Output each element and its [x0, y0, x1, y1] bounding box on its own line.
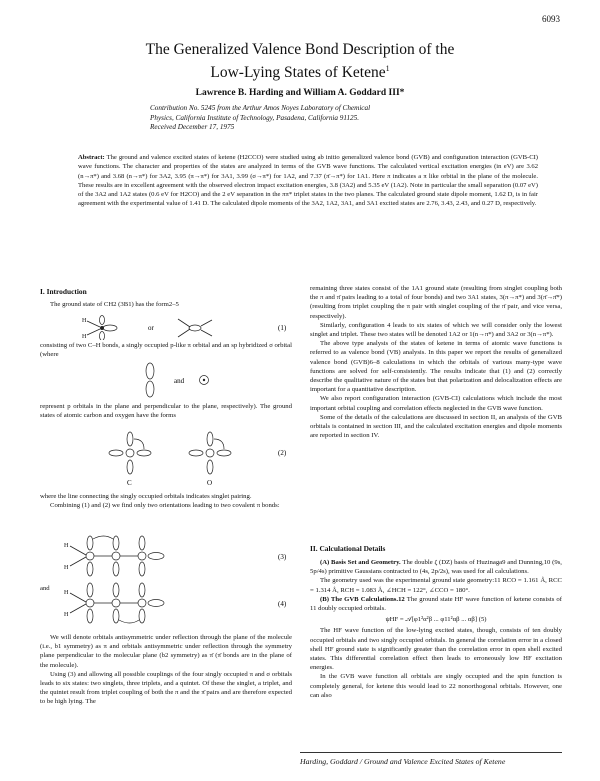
p-orbital-lobe-bottom	[146, 381, 154, 397]
svg-text:H: H	[82, 334, 87, 340]
paper-title	[60, 40, 540, 82]
figure-eq3-ketene	[60, 533, 292, 579]
subsection-basis-set: (A) Basis Set and Geometry.	[320, 559, 401, 566]
footer-rule	[300, 752, 562, 753]
and-label: and	[174, 377, 185, 385]
section-calculational-details-heading: II. Calculational Details	[310, 544, 386, 553]
contribution-line-1: Contribution No. 5245 from the Arthur Amos Noyes Laboratory of Chemical	[150, 104, 371, 112]
figure-eq4-ketene	[60, 580, 292, 626]
carbon-atom-orbitals	[109, 432, 151, 487]
intro-p1: The ground state of CH2 (3B1) has the form2–5	[50, 301, 179, 308]
right-column-intro: remaining three states consist of the 1A1 ground state (resulting from singlet coupling both the π and π̄ pairs leading to a total of four bonds) and two 3A1 states, 3(π→π*) and 3(π̄→π̄*) (resulting from triplet coupling the π pair with singlet coupling of the π̄ pair, and vice versa, respectively). Similarly, configuration 4 leads to six states of which we will consider only the lowest singlet and triplet. These two states will be denoted 1A2 or 1(n→π*) and 3A2 or 3(n→π*). The above type analysis of the states of ketene in terms of atomic wave functions is referred to as valence bond (VB) analysis. In this paper we report the results of generalized valence bond (GVB)6–8 calculations in which the orbitals of various many-type wave functions are solved for self-consistently. The results indicate that (1) and (2) correctly describe the qualitative nature of the states but that polarization and delocalization effects are important for a quantitative description. We also report configuration interaction (GVB-CI) calculations which include the most important orbital coupling and correlation effects neglected in the GVB wave function. Some of the details of the calculations are discussed in section II, an analysis of the GVB orbitals is contained in section III, and the calculated excitation energies and dipole moments are reported in section IV.	[310, 285, 562, 440]
svg-text:H: H	[64, 590, 69, 596]
svg-text:H: H	[64, 543, 69, 549]
svg-text:H: H	[64, 565, 69, 571]
ch2-structure-a	[82, 316, 117, 341]
figure-p-orbitals	[120, 361, 240, 401]
svg-text:H: H	[64, 612, 69, 618]
eq2-number: (2)	[278, 449, 287, 457]
eq1-or: or	[148, 324, 154, 332]
intro-p4-p5: where the line connecting the singly occupied orbitals indicates singlet pairing. Combining (1) and (2) we find only two orientations leading to two covalent π bonds:	[40, 493, 280, 510]
contribution-line-2: Physics, California Institute of Technology, Pasadena, California 91125.	[150, 113, 360, 122]
eq3-number: (3)	[278, 553, 287, 561]
abstract-label: Abstract:	[78, 154, 105, 161]
intro-p3: represent p orbitals in the plane and perpendicular to the plane, respectively). The ground states of atomic carbon and oxygen have the forms	[40, 403, 292, 420]
equation-5: ψHF = 𝒜[φ1²α²β ... φ11²αβ ... αβ] (5)	[385, 616, 487, 624]
eq4-number: (4)	[278, 600, 287, 608]
svg-text:H: H	[82, 318, 87, 324]
contribution-note	[150, 104, 540, 133]
title-line-1: The Generalized Valence Bond Description of the	[145, 41, 455, 58]
figure-eq2-atoms	[100, 425, 290, 487]
intro-p6-p7: We will denote orbitals antisymmetric under reflection through the plane of the molecule (i.e., b1 symmetry) as π and orbitals antisymmetric under reflection through the symmetry plane perpendicular to the molecular plane (b2 symmetry) as π̄ (π̄ bonds are in the plane of the molecule). Using (3) and allowing all possible couplings of the four singly occupied π and σ orbitals leads to six states: two singlets, three triplets, and a quintet. Of these the singlet, a triplet, and the quintet result from triplet coupling of both the π and the π̄ pairs and are therefore expected to be high lying. The	[40, 634, 292, 706]
abstract-text: The ground and valence excited states of ketene (H2CCO) were studied using ab initio generalized valence bond (GVB) and configuration interaction (GVB-CI) wave functions. The character and properties of the states are analyzed in terms of the GVB wave functions. The calculated vertical excitation energies (in eV) are 3.62 (n→π*) and 3.68 (n→π*) for 3A2, 3.95 (π→π*) for 3A1, 3.99 (σ→π*) for 1A2, and 7.37 (π̄→π*) for 1A1. Here π indicates a π like orbital in the plane of the molecule. These results are in excellent agreement with the observed electron impact excitation energies, 3.8 (3A2) and 5.35 eV (1A2). Note in particular the small separation (0.07 eV) of the 3A2 and 1A2 states (0.6 eV for H2CO) and the 2 eV separation in the ππ* triplet states in the two planes. The calculated ground state dipole moment, 1.62 D, is in fair agreement with the experimental value of 1.41 D. The calculated dipole moments of the 3A2, 1A2, 3A1, and 3A1 excited states are 2.76, 3.43, 2.43, and 0.27 D, respectively.	[78, 154, 538, 208]
intro-p2: consisting of two C–H bonds, a singly occupied p-like π orbital and an sp hybridized σ orbital (where	[40, 342, 292, 359]
page-number: 6093	[542, 14, 560, 24]
authors: Lawrence B. Harding and William A. Goddard III*	[195, 88, 405, 98]
title-footnote: 1	[385, 64, 390, 73]
section-introduction-heading: I. Introduction	[40, 287, 87, 296]
received-date: Received December 17, 1975	[150, 123, 235, 131]
and-connector: and	[40, 585, 50, 592]
figure-eq1-ch2	[80, 314, 290, 340]
title-line-2: Low-Lying States of Ketene$^1$	[210, 64, 390, 82]
ch2-structure-b	[178, 319, 212, 337]
eq1-number: (1)	[278, 324, 287, 332]
abstract	[78, 153, 538, 209]
atom-c-label: C	[127, 479, 132, 487]
running-footer: Harding, Goddard / Ground and Valence Excited States of Ketene	[300, 757, 506, 766]
subsection-gvb-calculations: (B) The GVB Calculations.12	[320, 595, 405, 603]
right-column-methods: (A) Basis Set and Geometry. The double ζ (DZ) basis of Huzinaga9 and Dunning,10 (9s, 5p/4s) primitive Gaussians contracted to (4s, 2p/2s), was used for all calculations. The geometry used was the experimental ground state geometry:11 RCO = 1.161 Å, RCC = 1.314 Å, RCH = 1.083 Å, ∠HCH = 122°, ∠CCO = 180°. (B) The GVB Calculations.12 The ground state HF wave function of ketene consists of 11 doubly occupied orbitals. ψHF = 𝒜[φ1²α²β ... φ11²αβ ... αβ] (5) The HF wave function of the low-lying excited states, though, consists of ten doubly occupied orbitals and two singly occupied orbitals. In general the correlation error in a closed shell HF ground state is significantly greater than the correlation error in open shell excited states. This differential correlation effect then leads to erroneously low HF excitation energies. In the GVB wave function all orbitals are singly occupied and the spin function is completely general, for ketene this would lead to 22 nonorthogonal orbitals. However, one can also	[310, 559, 562, 699]
p-orbital-lobe-top	[146, 363, 154, 379]
oxygen-atom-orbitals	[189, 432, 231, 487]
atom-o-label: O	[207, 479, 213, 487]
